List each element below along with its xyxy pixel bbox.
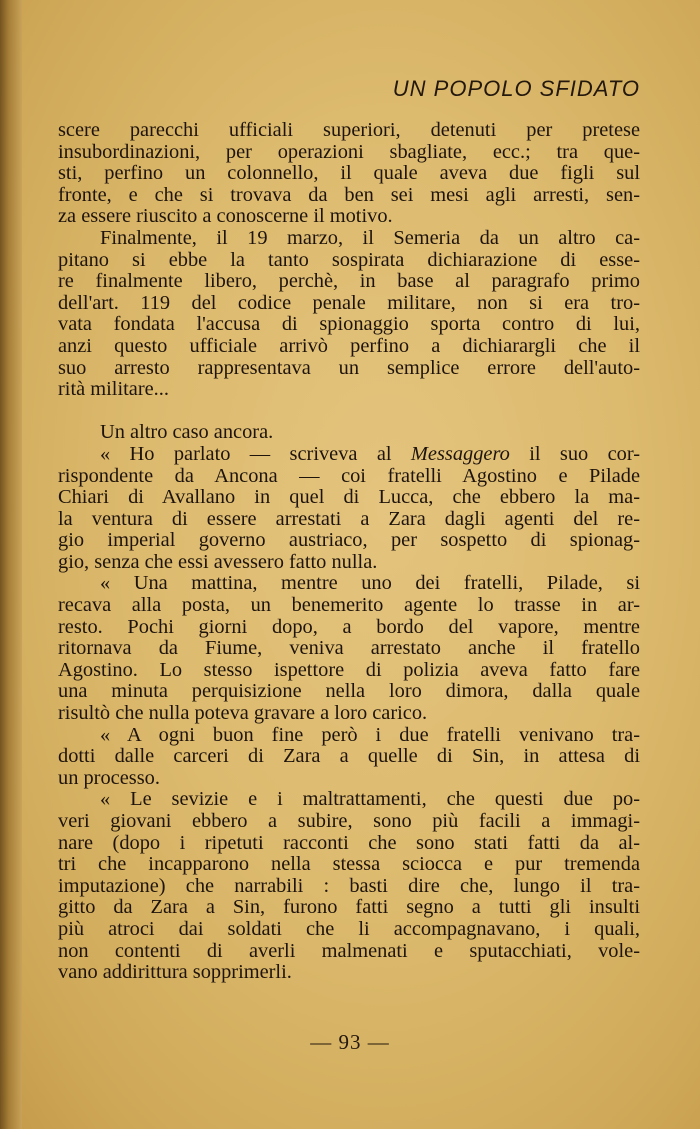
text-line: non contenti di averli malmenati e sputacchiati, vole- — [58, 939, 640, 962]
text-line — [58, 444, 640, 466]
text-line: più atroci dai soldati che li accompagnavano, i quali, — [58, 917, 640, 940]
text-line: resto. Pochi giorni dopo, a bordo del vapore, mentre — [58, 615, 640, 638]
text-line: vata fondata l'accusa di spionaggio sporta contro di lui, — [58, 313, 640, 336]
text-fragment: « Ho parlato — scriveva al — [100, 442, 411, 465]
text-line: Un altro caso ancora. — [100, 421, 274, 444]
text-line: anzi questo ufficiale arrivò perfino a dichiarargli che il — [58, 334, 640, 357]
page-spine-shadow — [0, 0, 22, 1129]
text-line: Chiari di Avallano in quel di Lucca, che ebbero la ma- — [58, 486, 640, 509]
text-line: pitano si ebbe la tanto sospirata dichiarazione di esse- — [58, 248, 640, 271]
text-line: suo arresto rappresentava un semplice errore dell'auto- — [58, 356, 640, 379]
text-line: gio imperial governo austriaco, per sospetto di spionag- — [58, 529, 640, 552]
text-line: Finalmente, il 19 marzo, il Semeria da un altro ca- — [100, 226, 640, 249]
body-text — [58, 120, 640, 984]
text-line: veri giovani ebbero a subire, sono più facili a immagi- — [58, 810, 640, 832]
text-line: « A ogni buon fine però i due fratelli venivano tra- — [100, 723, 640, 746]
text-line: Agostino. Lo stesso ispettore di polizia aveva fatto fare — [58, 658, 640, 681]
text-line: « Le sevizie e i maltrattamenti, che questi due po- — [100, 788, 640, 811]
text-line: rità militare... — [58, 378, 169, 401]
text-line: nare (dopo i ripetuti racconti che sono stati fatti da al- — [58, 831, 640, 854]
text-line: za essere riuscito a conoscerne il motivo. — [58, 205, 393, 228]
text-line: ritornava da Fiume, veniva arrestato anche il fratello — [58, 637, 640, 660]
text-line: imputazione) che narrabili : basti dire che, lungo il tra- — [58, 874, 640, 897]
text-fragment: il suo cor- — [509, 442, 640, 465]
text-line: un processo. — [58, 766, 160, 789]
text-line: dell'art. 119 del codice penale militare, non si era tro- — [58, 291, 640, 314]
text-line: la ventura di essere arrestati a Zara dagli agenti del re- — [58, 507, 640, 530]
running-head: UN POPOLO SFIDATO — [392, 76, 640, 101]
text-line: dotti dalle carceri di Zara a quelle di Sin, in attesa di — [58, 745, 640, 768]
text-line: risultò che nulla poteva gravare a loro carico. — [58, 702, 428, 725]
text-line: una minuta perquisizione nella loro dimora, dalla quale — [58, 680, 640, 703]
text-line: vano addirittura sopprimerli. — [58, 961, 292, 984]
text-line: recava alla posta, un benemerito agente lo trasse in ar- — [58, 594, 640, 617]
text-line: scere parecchi ufficiali superiori, detenuti per pretese — [58, 119, 640, 141]
text-line: rispondente da Ancona — coi fratelli Agostino e Pilade — [58, 464, 640, 487]
text-line: insubordinazioni, per operazioni sbagliate, ecc.; tra que- — [58, 140, 640, 163]
paragraph-gap — [58, 401, 640, 423]
text-line: re finalmente libero, perchè, in base al paragrafo primo — [58, 270, 640, 293]
text-line: gitto da Zara a Sin, furono fatti segno a tutti gli insulti — [58, 896, 640, 919]
text-line: sti, perfino un colonnello, il quale aveva due figli sul — [58, 162, 640, 185]
newspaper-title: Messaggero — [410, 442, 510, 465]
text-line: gio, senza che essi avessero fatto nulla. — [58, 550, 378, 573]
page-number: — 93 — — [310, 1030, 390, 1054]
text-line: « Una mattina, mentre uno dei fratelli, Pilade, si — [100, 572, 640, 595]
text-line: tri che incapparono nella stessa sciocca e pur tremenda — [58, 853, 640, 876]
text-line: fronte, e che si trovava da ben sei mesi agli arresti, sen- — [58, 183, 640, 206]
